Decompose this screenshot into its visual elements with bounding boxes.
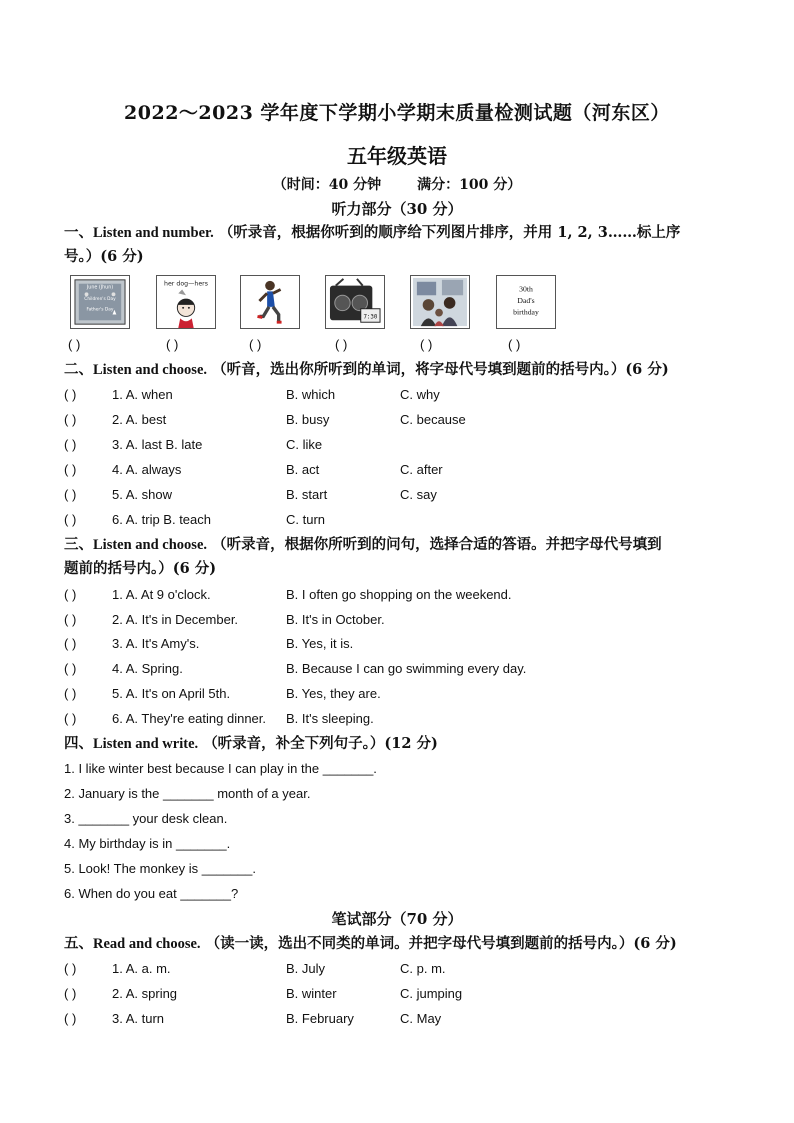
exam-meta <box>0 174 794 194</box>
option-a: 5. A. It's on April 5th. <box>112 686 231 701</box>
section4-heading <box>64 732 734 756</box>
option-c: C. say <box>400 487 437 502</box>
section5-instruction: （读一读，选出不同类的单词。并把字母代号填到题前的括号内。）(6 分) <box>205 935 677 952</box>
option-b: B. act <box>286 462 320 477</box>
section2-number: 二、 <box>64 361 93 378</box>
fill-in-sentence[interactable]: 5. Look! The monkey is _______. <box>64 861 256 876</box>
exam-subtitle: 五年级英语 <box>347 144 447 168</box>
option-b: C. like <box>286 437 323 452</box>
option-a: 2. A. It's in December. <box>112 612 239 627</box>
answer-paren[interactable]: ( ) <box>64 487 77 502</box>
option-a: 6. A. trip B. teach <box>112 512 211 527</box>
card-text-30th: 30th <box>519 284 533 294</box>
writing-part-heading: 笔试部分（70 分） <box>331 910 463 928</box>
option-b: B. Because I can go swimming every day. <box>286 661 527 676</box>
option-a: 5. A. show <box>112 487 172 502</box>
fill-in-sentence[interactable]: 1. I like winter best because I can play in the _______. <box>64 761 377 776</box>
section5-number: 五、 <box>64 935 93 952</box>
option-b: B. It's in October. <box>286 612 385 627</box>
option-a: 6. A. They're eating dinner. <box>112 711 267 726</box>
section3-number: 三、 <box>64 536 93 553</box>
card-text-fathers-day: Father's Day <box>86 307 114 313</box>
option-b: B. It's sleeping. <box>286 711 374 726</box>
fill-in-sentence[interactable]: 4. My birthday is in _______. <box>64 836 231 851</box>
answer-paren[interactable]: ( ) <box>64 512 77 527</box>
answer-paren[interactable]: ( ) <box>64 587 77 602</box>
birthday-card-icon <box>496 275 556 329</box>
answer-paren[interactable]: ( ) <box>64 412 77 427</box>
option-a: 4. A. Spring. <box>112 661 183 676</box>
exam-time: （时间：40 分钟 <box>272 177 382 193</box>
card-text-birthday: birthday <box>513 307 539 317</box>
option-b: C. turn <box>286 512 326 527</box>
card-text-dads: Dad's <box>517 295 535 305</box>
section1-instruction-cont: 号。）(6 分) <box>64 248 144 265</box>
option-c: C. May <box>400 1011 442 1026</box>
section3-heading <box>64 533 734 581</box>
answer-blank-4[interactable]: ( ) <box>335 337 348 352</box>
section4-number: 四、 <box>64 735 93 752</box>
answer-paren[interactable]: ( ) <box>64 387 77 402</box>
option-b: B. February <box>286 1011 354 1026</box>
answer-blank-2[interactable]: ( ) <box>166 337 179 352</box>
calendar-card-icon <box>70 275 130 329</box>
section2-instruction: （听音，选出你所听到的单词，将字母代号填到题前的括号内。）(6 分) <box>212 361 669 378</box>
answer-blank-6[interactable]: ( ) <box>508 337 521 352</box>
answer-blank-3[interactable]: ( ) <box>249 337 262 352</box>
section2-heading <box>64 358 734 382</box>
fill-in-sentence[interactable]: 2. January is the _______ month of a year. <box>64 786 311 801</box>
answer-paren[interactable]: ( ) <box>64 961 77 976</box>
section3-instruction: （听录音，根据你所听到的问句，选择合适的答语。并把字母代号填到 <box>212 536 662 553</box>
option-b: B. I often go shopping on the weekend. <box>286 587 512 602</box>
option-a: 1. A. At 9 o'clock. <box>112 587 211 602</box>
option-b: B. start <box>286 487 328 502</box>
family-photo-icon <box>410 275 470 329</box>
section1-instruction: （听录音，根据你听到的顺序给下列图片排序，并用 1, 2, 3……标上序 <box>218 224 681 241</box>
option-a: 1. A. a. m. <box>112 961 171 976</box>
section4-title: Listen and write. <box>93 736 199 752</box>
section5-title: Read and choose. <box>93 936 201 952</box>
section3-instruction-cont: 题前的括号内。）(6 分) <box>64 560 217 577</box>
running-boy-icon <box>240 275 300 329</box>
option-a: 1. A. when <box>112 387 173 402</box>
answer-paren[interactable]: ( ) <box>64 686 77 701</box>
listening-part-heading: 听力部分（30 分） <box>331 200 463 218</box>
answer-paren[interactable]: ( ) <box>64 1011 77 1026</box>
answer-paren[interactable]: ( ) <box>64 437 77 452</box>
fill-in-sentence[interactable]: 3. _______ your desk clean. <box>64 811 228 826</box>
option-c: C. because <box>400 412 466 427</box>
option-a: 3. A. It's Amy's. <box>112 636 200 651</box>
answer-paren[interactable]: ( ) <box>64 462 77 477</box>
section1-heading <box>64 221 734 269</box>
exam-title: 2022～2023 学年度下学期小学期末质量检测试题（河东区） <box>124 102 670 124</box>
section5-heading <box>64 932 734 956</box>
radio-clock-icon <box>325 275 385 329</box>
fill-in-sentence[interactable]: 6. When do you eat _______? <box>64 886 239 901</box>
answer-blank-1[interactable]: ( ) <box>68 337 81 352</box>
section1-title: Listen and number. <box>93 225 214 241</box>
answer-paren[interactable]: ( ) <box>64 636 77 651</box>
answer-paren[interactable]: ( ) <box>64 711 77 726</box>
option-a: 4. A. always <box>112 462 182 477</box>
option-c: C. after <box>400 462 443 477</box>
option-a: 3. A. last B. late <box>112 437 203 452</box>
option-c: C. jumping <box>400 986 463 1001</box>
option-c: C. p. m. <box>400 961 446 976</box>
card-text-childrens-day: Children's Day <box>84 297 116 303</box>
option-a: 2. A. spring <box>112 986 178 1001</box>
dog-caption: her dog—hers <box>163 280 209 288</box>
answer-paren[interactable]: ( ) <box>64 612 77 627</box>
boy-with-dog-icon <box>156 275 216 329</box>
option-b: B. Yes, they are. <box>286 686 381 701</box>
option-b: B. Yes, it is. <box>286 636 354 651</box>
option-b: B. July <box>286 961 326 976</box>
section1-number: 一、 <box>64 224 93 241</box>
option-b: B. which <box>286 387 336 402</box>
answer-blank-5[interactable]: ( ) <box>420 337 433 352</box>
option-c: C. why <box>400 387 440 402</box>
section2-title: Listen and choose. <box>93 362 208 378</box>
card-text-june: June (Jhun) <box>86 285 114 291</box>
exam-score: 满分：100 分） <box>417 177 522 193</box>
option-a: 2. A. best <box>112 412 167 427</box>
section3-title: Listen and choose. <box>93 537 208 553</box>
clock-time: 7:30 <box>363 314 378 321</box>
answer-paren[interactable]: ( ) <box>64 661 77 676</box>
answer-paren[interactable]: ( ) <box>64 986 77 1001</box>
option-b: B. winter <box>286 986 337 1001</box>
option-a: 3. A. turn <box>112 1011 165 1026</box>
option-b: B. busy <box>286 412 330 427</box>
section4-instruction: （听录音，补全下列句子。）(12 分) <box>203 735 438 752</box>
